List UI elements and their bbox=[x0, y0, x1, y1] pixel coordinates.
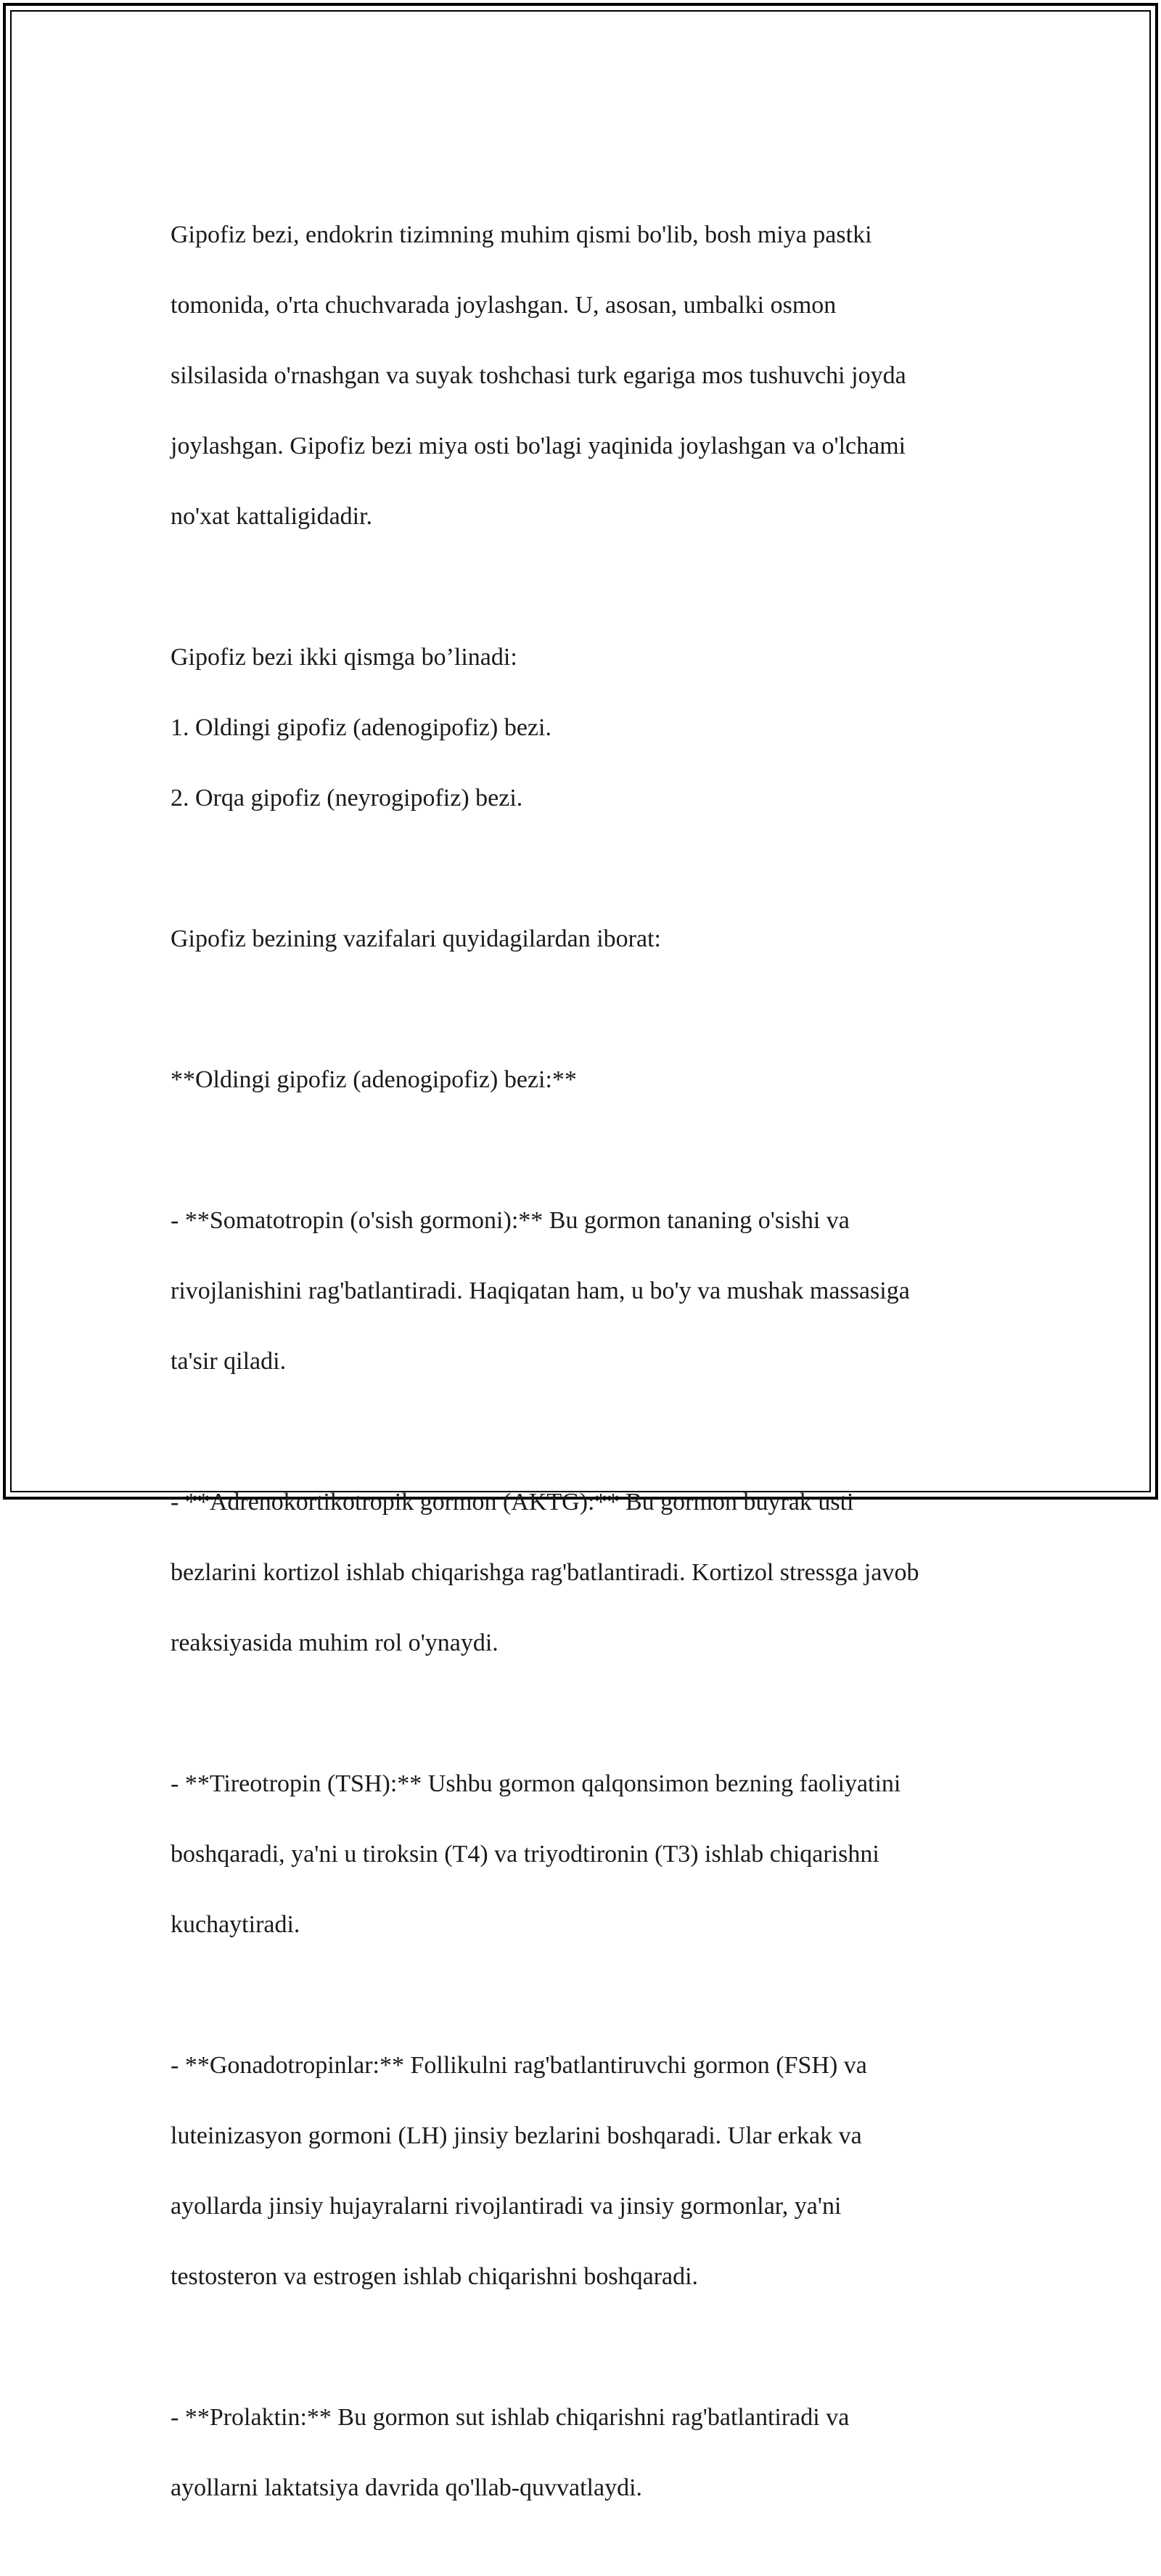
functions-heading-text: Gipofiz bezining vazifalari quyidagilardan iborat: bbox=[171, 925, 661, 952]
intro-line: tomonida, o'rta chuchvarada joylashgan. U, asosan, umbalki osmon bbox=[171, 291, 837, 319]
item-line: - **Gonadotropinlar:** Follikulni rag'batlantiruvchi gormon (FSH) va bbox=[171, 2051, 867, 2079]
item-line: - **Prolaktin:** Bu gormon sut ishlab chiqarishni rag'batlantiradi va bbox=[171, 2403, 850, 2431]
item-line: ayollarni laktatsiya davrida qo'llab-quvvatlaydi. bbox=[171, 2474, 643, 2501]
intro-line: joylashgan. Gipofiz bezi miya osti bo'lagi yaqinida joylashgan va o'lchami bbox=[171, 432, 906, 459]
functions-heading bbox=[171, 886, 990, 992]
parts-paragraph bbox=[171, 605, 990, 851]
item-line: boshqaradi, ya'ni u tiroksin (T4) va triyodtironin (T3) ishlab chiqarishni bbox=[171, 1840, 879, 1868]
hormone-item-gonadotropins bbox=[171, 2013, 990, 2330]
hormone-item-somatotropin bbox=[171, 1168, 990, 1415]
item-line: ayollarda jinsiy hujayralarni rivojlantiradi va jinsiy gormonlar, ya'ni bbox=[171, 2192, 842, 2220]
item-line: - **Tireotropin (TSH):** Ushbu gormon qalqonsimon bezning faoliyatini bbox=[171, 1770, 901, 1797]
item-line: luteinizasyon gormoni (LH) jinsiy bezlarini boshqaradi. Ular erkak va bbox=[171, 2122, 862, 2149]
item-line: kuchaytiradi. bbox=[171, 1910, 300, 1938]
intro-paragraph bbox=[171, 182, 990, 570]
intro-line: no'xat kattaligidadir. bbox=[171, 502, 373, 530]
document-body bbox=[171, 182, 990, 2576]
intro-line: Gipofiz bezi, endokrin tizimning muhim qismi bo'lib, bosh miya pastki bbox=[171, 221, 872, 248]
item-line: ta'sir qiladi. bbox=[171, 1347, 287, 1375]
parts-heading: Gipofiz bezi ikki qismga bo’linadi: bbox=[171, 643, 517, 671]
item-line: reaksiyasida muhim rol o'ynaydi. bbox=[171, 1629, 499, 1656]
parts-list-item: 2. Orqa gipofiz (neyrogipofiz) bezi. bbox=[171, 784, 523, 811]
parts-list-item: 1. Oldingi gipofiz (adenogipofiz) bezi. bbox=[171, 713, 551, 741]
item-line: - **Adrenokortikotropik gormon (AKTG):** Bu gormon buyrak usti bbox=[171, 1488, 854, 1516]
hormone-item-aktg bbox=[171, 1449, 990, 1696]
section-heading-text: **Oldingi gipofiz (adenogipofiz) bezi:** bbox=[171, 1066, 577, 1093]
intro-line: silsilasida o'rnashgan va suyak toshchasi turk egariga mos tushuvchi joyda bbox=[171, 361, 906, 389]
section-heading bbox=[171, 1027, 990, 1133]
item-line: testosteron va estrogen ishlab chiqarishni boshqaradi. bbox=[171, 2262, 699, 2290]
item-line: rivojlanishini rag'batlantiradi. Haqiqatan ham, u bo'y va mushak massasiga bbox=[171, 1277, 910, 1304]
item-line: bezlarini kortizol ishlab chiqarishga rag'batlantiradi. Kortizol stressga javob bbox=[171, 1558, 919, 1586]
item-line: - **Somatotropin (o'sish gormoni):** Bu gormon tananing o'sishi va bbox=[171, 1206, 850, 1234]
hormone-item-prolactin bbox=[171, 2365, 990, 2541]
hormone-item-tsh bbox=[171, 1731, 990, 1978]
